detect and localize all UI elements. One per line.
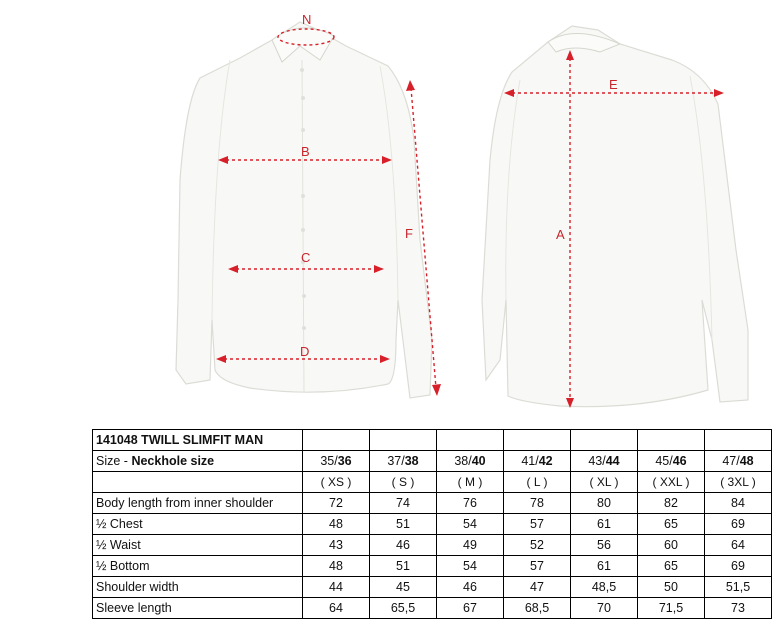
value-cell: 65 bbox=[638, 514, 705, 535]
value-cell: 65,5 bbox=[370, 598, 437, 619]
value-cell: 45 bbox=[370, 577, 437, 598]
label-f: F bbox=[405, 226, 413, 241]
value-cell: 52 bbox=[504, 535, 571, 556]
value-cell: 73 bbox=[705, 598, 772, 619]
table-row bbox=[93, 535, 772, 556]
value-cell: 61 bbox=[571, 556, 638, 577]
value-cell: 48 bbox=[303, 514, 370, 535]
value-cell: 44 bbox=[303, 577, 370, 598]
value-cell: 47 bbox=[504, 577, 571, 598]
neck-size-cell: 38/40 bbox=[437, 451, 504, 472]
value-cell: 64 bbox=[705, 535, 772, 556]
neck-size-cell: 47/48 bbox=[705, 451, 772, 472]
letter-size-row bbox=[93, 472, 772, 493]
value-cell: 57 bbox=[504, 556, 571, 577]
neck-size-cell: 45/46 bbox=[638, 451, 705, 472]
value-cell: 67 bbox=[437, 598, 504, 619]
letter-size-cell: ( XL ) bbox=[571, 472, 638, 493]
value-cell: 51 bbox=[370, 556, 437, 577]
letter-size-cell: ( 3XL ) bbox=[705, 472, 772, 493]
value-cell: 51 bbox=[370, 514, 437, 535]
value-cell: 50 bbox=[638, 577, 705, 598]
value-cell: 72 bbox=[303, 493, 370, 514]
value-cell: 48 bbox=[303, 556, 370, 577]
table-row bbox=[93, 598, 772, 619]
value-cell: 48,5 bbox=[571, 577, 638, 598]
table-title-row bbox=[93, 430, 772, 451]
neck-size-cell: 41/42 bbox=[504, 451, 571, 472]
label-n: N bbox=[302, 12, 312, 27]
value-cell: 69 bbox=[705, 514, 772, 535]
row-label: Body length from inner shoulder bbox=[93, 493, 303, 514]
letter-size-cell: ( XXL ) bbox=[638, 472, 705, 493]
value-cell: 46 bbox=[370, 535, 437, 556]
value-cell: 82 bbox=[638, 493, 705, 514]
value-cell: 69 bbox=[705, 556, 772, 577]
value-cell: 54 bbox=[437, 556, 504, 577]
table-title: 141048 TWILL SLIMFIT MAN bbox=[93, 430, 303, 451]
neck-size-cell: 37/38 bbox=[370, 451, 437, 472]
size-header-prefix: Size - bbox=[96, 454, 132, 468]
letter-size-cell: ( M ) bbox=[437, 472, 504, 493]
label-a: A bbox=[556, 227, 565, 242]
table-row bbox=[93, 556, 772, 577]
label-b: B bbox=[301, 144, 310, 159]
value-cell: 65 bbox=[638, 556, 705, 577]
value-cell: 76 bbox=[437, 493, 504, 514]
value-cell: 70 bbox=[571, 598, 638, 619]
value-cell: 68,5 bbox=[504, 598, 571, 619]
value-cell: 60 bbox=[638, 535, 705, 556]
letter-size-cell: ( XS ) bbox=[303, 472, 370, 493]
table-row bbox=[93, 577, 772, 598]
size-header-cell bbox=[93, 451, 303, 472]
letter-size-cell: ( S ) bbox=[370, 472, 437, 493]
row-label: ½ Waist bbox=[93, 535, 303, 556]
row-label: ½ Chest bbox=[93, 514, 303, 535]
neck-size-cell: 35/36 bbox=[303, 451, 370, 472]
label-c: C bbox=[301, 250, 311, 265]
value-cell: 46 bbox=[437, 577, 504, 598]
row-label: Sleeve length bbox=[93, 598, 303, 619]
letter-size-cell: ( L ) bbox=[504, 472, 571, 493]
value-cell: 54 bbox=[437, 514, 504, 535]
value-cell: 51,5 bbox=[705, 577, 772, 598]
value-cell: 57 bbox=[504, 514, 571, 535]
value-cell: 61 bbox=[571, 514, 638, 535]
value-cell: 43 bbox=[303, 535, 370, 556]
value-cell: 64 bbox=[303, 598, 370, 619]
row-label: Shoulder width bbox=[93, 577, 303, 598]
table-row bbox=[93, 493, 772, 514]
value-cell: 80 bbox=[571, 493, 638, 514]
size-header-bold: Neckhole size bbox=[131, 454, 215, 468]
size-chart-table bbox=[92, 429, 772, 619]
value-cell: 49 bbox=[437, 535, 504, 556]
value-cell: 74 bbox=[370, 493, 437, 514]
shirt-front-illustration bbox=[176, 22, 432, 398]
value-cell: 56 bbox=[571, 535, 638, 556]
neck-size-cell: 43/44 bbox=[571, 451, 638, 472]
label-e: E bbox=[609, 77, 618, 92]
neck-size-row bbox=[93, 451, 772, 472]
row-label: ½ Bottom bbox=[93, 556, 303, 577]
value-cell: 71,5 bbox=[638, 598, 705, 619]
label-d: D bbox=[300, 344, 310, 359]
value-cell: 84 bbox=[705, 493, 772, 514]
table-row bbox=[93, 514, 772, 535]
value-cell: 78 bbox=[504, 493, 571, 514]
